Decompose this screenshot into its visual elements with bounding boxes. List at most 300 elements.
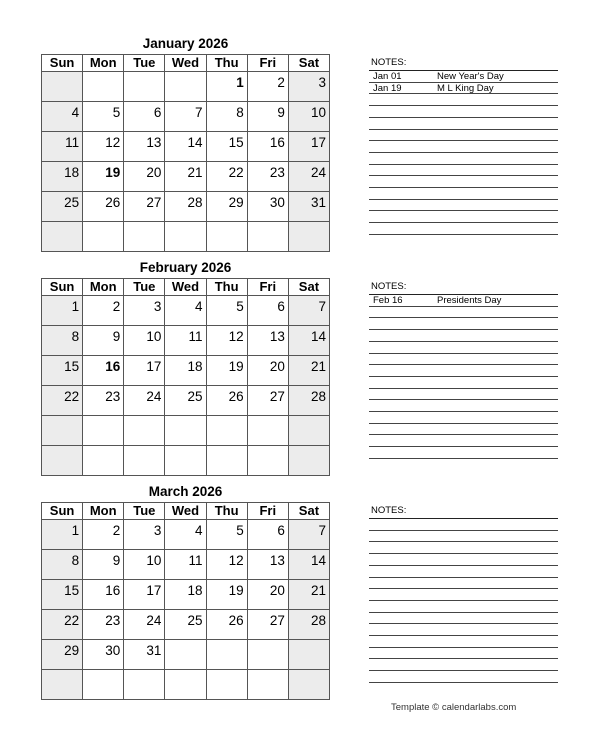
day-number <box>83 72 123 74</box>
day-number: 24 <box>146 389 162 404</box>
day-number: 4 <box>195 299 203 314</box>
note-holiday-name: Presidents Day <box>437 295 502 306</box>
week-row <box>42 356 330 386</box>
day-cell <box>83 580 124 610</box>
day-cell <box>288 670 329 700</box>
week-row <box>42 296 330 326</box>
day-number <box>83 446 123 448</box>
week-row <box>42 446 330 476</box>
notes-line <box>369 364 558 365</box>
day-number: 14 <box>310 553 326 568</box>
day-number <box>248 222 288 224</box>
day-cell <box>124 610 165 640</box>
notes-line <box>369 152 558 153</box>
day-cell <box>247 222 288 252</box>
day-number: 31 <box>146 643 162 658</box>
notes-line <box>369 458 558 459</box>
day-number: 27 <box>146 195 162 210</box>
notes-line <box>369 446 558 447</box>
day-number: 23 <box>105 389 121 404</box>
month-title: March 2026 <box>148 484 223 499</box>
day-number: 23 <box>105 613 121 628</box>
weekday-header: Thu <box>206 279 247 296</box>
weekday-header: Wed <box>165 279 206 296</box>
footer-credit: Template © calendarlabs.com <box>391 702 517 713</box>
day-cell <box>288 386 329 416</box>
day-cell <box>83 416 124 446</box>
day-number <box>289 416 329 418</box>
day-number <box>124 416 164 418</box>
notes-label: NOTES: <box>371 281 407 292</box>
day-number <box>165 416 205 418</box>
day-cell <box>206 550 247 580</box>
day-number: 10 <box>146 329 162 344</box>
day-cell <box>165 416 206 446</box>
day-cell <box>165 670 206 700</box>
day-cell <box>124 580 165 610</box>
day-number: 11 <box>188 329 203 344</box>
day-cell <box>83 326 124 356</box>
note-holiday-name: M L King Day <box>437 82 494 94</box>
weekday-header: Mon <box>83 279 124 296</box>
day-number <box>124 222 164 224</box>
month-grid <box>41 278 330 476</box>
week-row <box>42 132 330 162</box>
day-number: 1 <box>71 299 80 314</box>
day-cell <box>124 640 165 670</box>
day-cell <box>288 162 329 192</box>
weekday-header: Wed <box>165 503 206 520</box>
week-row <box>42 520 330 550</box>
day-cell <box>42 222 83 252</box>
day-number: 1 <box>71 523 80 538</box>
notes-line <box>369 565 558 566</box>
day-number: 15 <box>228 135 244 150</box>
day-cell <box>165 296 206 326</box>
day-cell <box>247 520 288 550</box>
day-cell <box>206 670 247 700</box>
day-number: 8 <box>236 105 244 120</box>
day-cell <box>288 640 329 670</box>
day-cell <box>42 132 83 162</box>
day-number <box>248 416 288 418</box>
day-cell <box>165 326 206 356</box>
notes-line <box>369 175 558 176</box>
notes-line <box>369 317 558 318</box>
notes-line <box>369 164 558 165</box>
day-cell <box>288 416 329 446</box>
day-cell <box>42 102 83 132</box>
day-cell <box>124 520 165 550</box>
day-number: 5 <box>236 299 244 314</box>
day-cell <box>206 162 247 192</box>
day-number: 2 <box>277 75 285 90</box>
day-cell <box>83 102 124 132</box>
day-cell <box>288 446 329 476</box>
day-number <box>42 222 82 224</box>
day-cell <box>124 446 165 476</box>
day-number: 30 <box>105 643 121 658</box>
day-cell <box>42 670 83 700</box>
week-row <box>42 222 330 252</box>
day-cell <box>247 72 288 102</box>
day-cell <box>165 550 206 580</box>
weekday-header: Sat <box>288 55 329 72</box>
day-number: 28 <box>310 389 326 404</box>
notes-line <box>369 329 558 330</box>
day-cell <box>165 222 206 252</box>
day-number: 17 <box>146 583 162 598</box>
day-number: 16 <box>105 583 121 598</box>
day-number: 9 <box>112 329 121 344</box>
day-number <box>83 416 123 418</box>
day-cell <box>124 296 165 326</box>
week-row <box>42 550 330 580</box>
day-number: 12 <box>228 329 244 344</box>
day-number: 30 <box>269 195 285 210</box>
day-number: 3 <box>153 299 162 314</box>
day-cell <box>165 192 206 222</box>
notes-line <box>369 187 558 188</box>
day-number: 11 <box>188 553 203 568</box>
notes-line <box>369 117 558 118</box>
notes-line <box>369 199 558 200</box>
day-cell <box>165 72 206 102</box>
day-cell <box>165 446 206 476</box>
day-number: 13 <box>146 135 162 150</box>
day-number <box>207 670 247 672</box>
day-cell <box>83 550 124 580</box>
week-row <box>42 386 330 416</box>
notes-line <box>369 623 558 624</box>
notes-line <box>369 234 558 235</box>
day-cell <box>83 386 124 416</box>
day-cell <box>206 640 247 670</box>
day-cell <box>42 192 83 222</box>
day-number: 6 <box>153 105 162 120</box>
day-number <box>165 640 205 642</box>
day-number <box>83 670 123 672</box>
day-number <box>42 72 82 74</box>
day-cell <box>247 326 288 356</box>
notes-line <box>369 612 558 613</box>
day-number: 29 <box>64 643 80 658</box>
notes-line <box>369 434 558 435</box>
notes-label: NOTES: <box>371 57 407 68</box>
day-number: 21 <box>310 583 326 598</box>
day-cell <box>42 550 83 580</box>
month-title: January 2026 <box>142 36 229 51</box>
week-row <box>42 162 330 192</box>
note-date: Feb 16 <box>373 295 403 306</box>
note-entry <box>369 71 558 82</box>
day-number: 13 <box>269 329 285 344</box>
day-number: 6 <box>277 299 285 314</box>
day-number: 20 <box>269 359 285 374</box>
day-number: 26 <box>228 613 244 628</box>
day-number: 19 <box>228 583 244 598</box>
day-cell <box>165 580 206 610</box>
day-number <box>289 446 329 448</box>
day-cell <box>83 132 124 162</box>
day-number: 4 <box>195 523 203 538</box>
day-number: 28 <box>187 195 203 210</box>
day-number: 10 <box>310 105 326 120</box>
day-number: 16 <box>105 359 121 374</box>
day-cell <box>247 416 288 446</box>
week-row <box>42 192 330 222</box>
day-cell <box>206 132 247 162</box>
day-number: 8 <box>71 329 80 344</box>
day-cell <box>42 326 83 356</box>
day-cell <box>124 356 165 386</box>
notes-line <box>369 600 558 601</box>
day-number <box>165 222 205 224</box>
day-cell <box>206 102 247 132</box>
weekday-header: Fri <box>247 279 288 296</box>
note-holiday-name: New Year's Day <box>437 71 504 82</box>
day-number <box>165 72 205 74</box>
day-number: 4 <box>71 105 80 120</box>
notes-line <box>369 588 558 589</box>
day-cell <box>124 132 165 162</box>
day-cell <box>206 222 247 252</box>
day-cell <box>206 296 247 326</box>
day-number: 31 <box>310 195 326 210</box>
week-row <box>42 326 330 356</box>
day-cell <box>42 520 83 550</box>
day-cell <box>124 416 165 446</box>
day-cell <box>247 192 288 222</box>
day-cell <box>83 192 124 222</box>
notes-line <box>369 553 558 554</box>
day-cell <box>288 296 329 326</box>
notes-label: NOTES: <box>371 505 407 516</box>
notes-line <box>369 682 558 683</box>
day-cell <box>206 356 247 386</box>
weekday-header: Sun <box>42 503 83 520</box>
day-number <box>248 670 288 672</box>
week-row <box>42 640 330 670</box>
day-number <box>289 670 329 672</box>
day-cell <box>288 520 329 550</box>
day-number: 5 <box>112 105 121 120</box>
day-number: 18 <box>187 359 203 374</box>
day-cell <box>42 416 83 446</box>
day-cell <box>124 162 165 192</box>
day-number: 26 <box>105 195 121 210</box>
day-cell <box>83 222 124 252</box>
day-cell <box>165 640 206 670</box>
day-number <box>42 416 82 418</box>
day-cell <box>247 356 288 386</box>
day-cell <box>83 610 124 640</box>
day-cell <box>83 670 124 700</box>
day-number <box>248 446 288 448</box>
day-number: 6 <box>277 523 285 538</box>
day-number <box>289 640 329 642</box>
day-number: 25 <box>64 195 80 210</box>
day-number: 21 <box>187 165 203 180</box>
day-cell <box>288 550 329 580</box>
day-number: 23 <box>269 165 285 180</box>
day-cell <box>247 610 288 640</box>
day-number <box>165 670 205 672</box>
weekday-header: Sat <box>288 279 329 296</box>
weekday-header: Thu <box>206 55 247 72</box>
day-number: 14 <box>187 135 203 150</box>
day-cell <box>206 610 247 640</box>
day-cell <box>247 670 288 700</box>
day-cell <box>124 326 165 356</box>
day-number <box>207 640 247 642</box>
day-number: 18 <box>187 583 203 598</box>
weekday-header: Thu <box>206 503 247 520</box>
day-cell <box>124 102 165 132</box>
week-row <box>42 72 330 102</box>
note-date: Jan 19 <box>373 82 402 94</box>
day-cell <box>165 132 206 162</box>
weekday-header: Mon <box>83 503 124 520</box>
notes-line <box>369 388 558 389</box>
day-number: 19 <box>228 359 244 374</box>
notes-line <box>369 635 558 636</box>
day-number: 9 <box>112 553 121 568</box>
day-number: 7 <box>318 299 326 314</box>
day-cell <box>83 72 124 102</box>
day-cell <box>288 192 329 222</box>
day-cell <box>83 356 124 386</box>
notes-line <box>369 129 558 130</box>
week-row <box>42 416 330 446</box>
day-cell <box>83 162 124 192</box>
day-cell <box>247 132 288 162</box>
day-cell <box>124 72 165 102</box>
day-cell <box>288 580 329 610</box>
day-number: 16 <box>269 135 285 150</box>
day-cell <box>83 520 124 550</box>
day-cell <box>247 296 288 326</box>
day-cell <box>124 386 165 416</box>
day-number: 7 <box>195 105 203 120</box>
notes-line <box>369 577 558 578</box>
notes-line <box>369 376 558 377</box>
notes-line <box>369 647 558 648</box>
day-number <box>124 670 164 672</box>
notes-line <box>369 411 558 412</box>
day-number <box>124 446 164 448</box>
day-cell <box>206 72 247 102</box>
weekday-header: Fri <box>247 55 288 72</box>
day-cell <box>124 192 165 222</box>
day-cell <box>206 192 247 222</box>
day-number <box>165 446 205 448</box>
week-row <box>42 102 330 132</box>
day-cell <box>165 520 206 550</box>
day-number: 12 <box>228 553 244 568</box>
day-cell <box>247 550 288 580</box>
day-cell <box>247 102 288 132</box>
day-cell <box>288 326 329 356</box>
day-cell <box>247 386 288 416</box>
day-number: 17 <box>310 135 326 150</box>
weekday-header: Mon <box>83 55 124 72</box>
day-cell <box>42 162 83 192</box>
day-number: 12 <box>105 135 121 150</box>
weekday-header: Tue <box>124 279 165 296</box>
notes-line <box>369 353 558 354</box>
day-number: 11 <box>65 135 80 150</box>
day-number: 1 <box>236 75 244 90</box>
day-number <box>42 446 82 448</box>
day-cell <box>83 446 124 476</box>
day-cell <box>165 386 206 416</box>
day-cell <box>42 580 83 610</box>
day-cell <box>165 610 206 640</box>
day-cell <box>288 132 329 162</box>
day-number: 22 <box>64 613 80 628</box>
day-cell <box>288 610 329 640</box>
day-cell <box>42 296 83 326</box>
day-number <box>207 222 247 224</box>
month-grid <box>41 502 330 700</box>
day-number: 9 <box>277 105 285 120</box>
day-cell <box>124 550 165 580</box>
day-cell <box>42 640 83 670</box>
day-cell <box>124 670 165 700</box>
day-cell <box>247 446 288 476</box>
day-number: 7 <box>318 523 326 538</box>
day-number <box>42 670 82 672</box>
notes-line <box>369 341 558 342</box>
day-cell <box>206 446 247 476</box>
day-cell <box>165 356 206 386</box>
day-number: 8 <box>71 553 80 568</box>
day-number <box>289 222 329 224</box>
weekday-header: Sun <box>42 55 83 72</box>
day-number: 10 <box>146 553 162 568</box>
week-row <box>42 610 330 640</box>
notes-line <box>369 210 558 211</box>
weekday-header: Fri <box>247 503 288 520</box>
day-number <box>248 640 288 642</box>
weekday-header: Tue <box>124 503 165 520</box>
day-number: 22 <box>228 165 244 180</box>
week-row <box>42 580 330 610</box>
notes-line <box>369 518 558 519</box>
day-number: 26 <box>228 389 244 404</box>
day-number: 15 <box>64 359 80 374</box>
day-number: 24 <box>146 613 162 628</box>
day-cell <box>165 102 206 132</box>
day-number: 2 <box>112 523 121 538</box>
day-number: 13 <box>269 553 285 568</box>
day-cell <box>206 416 247 446</box>
weekday-header: Sun <box>42 279 83 296</box>
notes-line <box>369 530 558 531</box>
day-number: 27 <box>269 613 285 628</box>
weekday-header: Wed <box>165 55 206 72</box>
note-entry <box>369 295 558 306</box>
note-entry <box>369 83 558 94</box>
day-number <box>207 446 247 448</box>
day-cell <box>83 296 124 326</box>
day-number: 15 <box>64 583 80 598</box>
day-number: 28 <box>310 613 326 628</box>
day-cell <box>165 162 206 192</box>
note-date: Jan 01 <box>373 71 402 82</box>
day-number: 20 <box>146 165 162 180</box>
